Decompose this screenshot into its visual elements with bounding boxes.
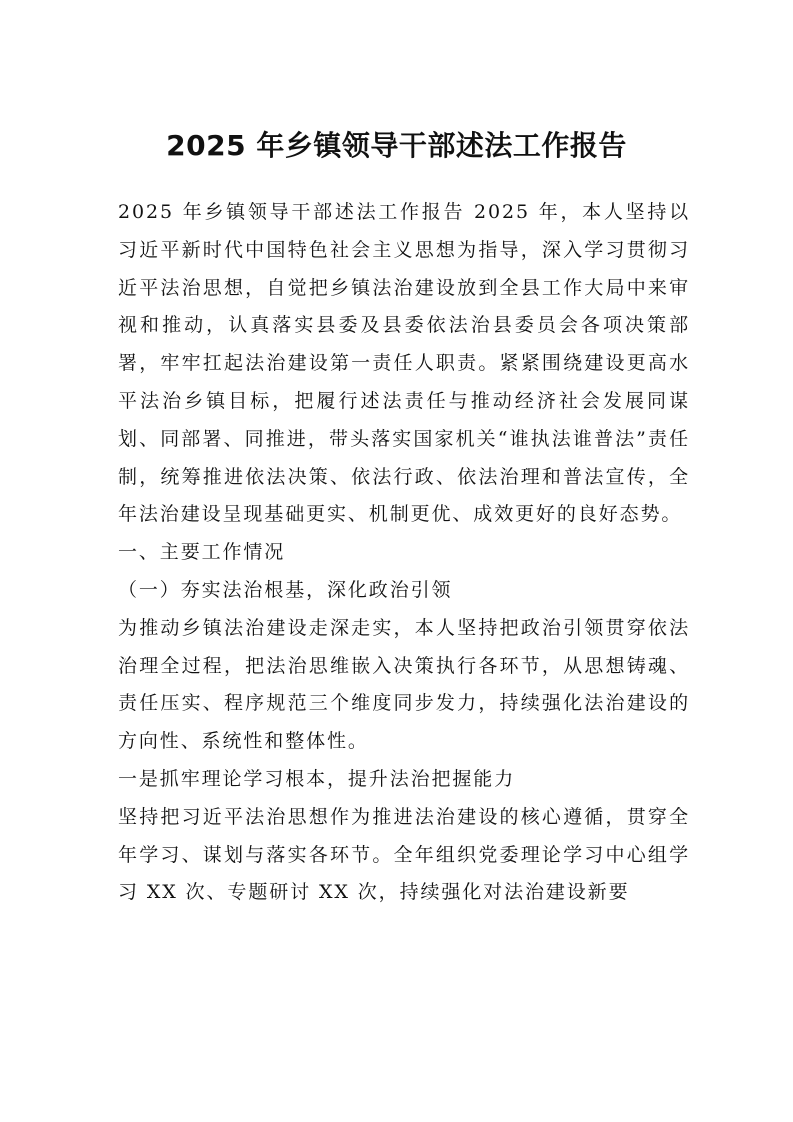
subsection-1-paragraph: 为推动乡镇法治建设走深走实，本人坚持把政治引领贯穿依法治理全过程，把法治思维嵌入决策执行各环节，从思想铸魂、责任压实、程序规范三个维度同步发力，持续强化法治建设的方向性、系统性和整体性。: [118, 616, 690, 753]
subsection-heading-1: （一）夯实法治根基，深化政治引领: [118, 578, 453, 601]
intro-paragraph: 2025 年乡镇领导干部述法工作报告 2025 年，本人坚持以习近平新时代中国特色社会主义思想为指导，深入学习贯彻习近平法治思想，自觉把乡镇法治建设放到全县工作大局中来审视和推动，认真落实县委及县委依法治县委员会各项决策部署，牢牢扛起法治建设第一责任人职责。紧紧围绕建设更高水平法治乡镇目标，把履行述法责任与推动经济社会发展同谋划、同部署、同推进，带头落实国家机关“谁执法谁普法”责任制，统筹推进依法决策、依法行政、依法治理和普法宣传，全年法治建设呈现基础更实、机制更优、成效更好的良好态势。: [118, 201, 690, 526]
document-body: [118, 194, 690, 912]
point-1-heading: 一是抓牢理论学习根本，提升法治把握能力: [118, 767, 516, 790]
point-1-paragraph: 坚持把习近平法治思想作为推进法治建设的核心遵循，贯穿全年学习、谋划与落实各环节。全年组织党委理论学习中心组学习 XX 次、专题研讨 XX 次，持续强化对法治建设新要: [118, 805, 690, 904]
document-title: 2025 年乡镇领导干部述法工作报告: [166, 129, 627, 162]
section-heading-main-work: 一、主要工作情况: [118, 541, 286, 564]
